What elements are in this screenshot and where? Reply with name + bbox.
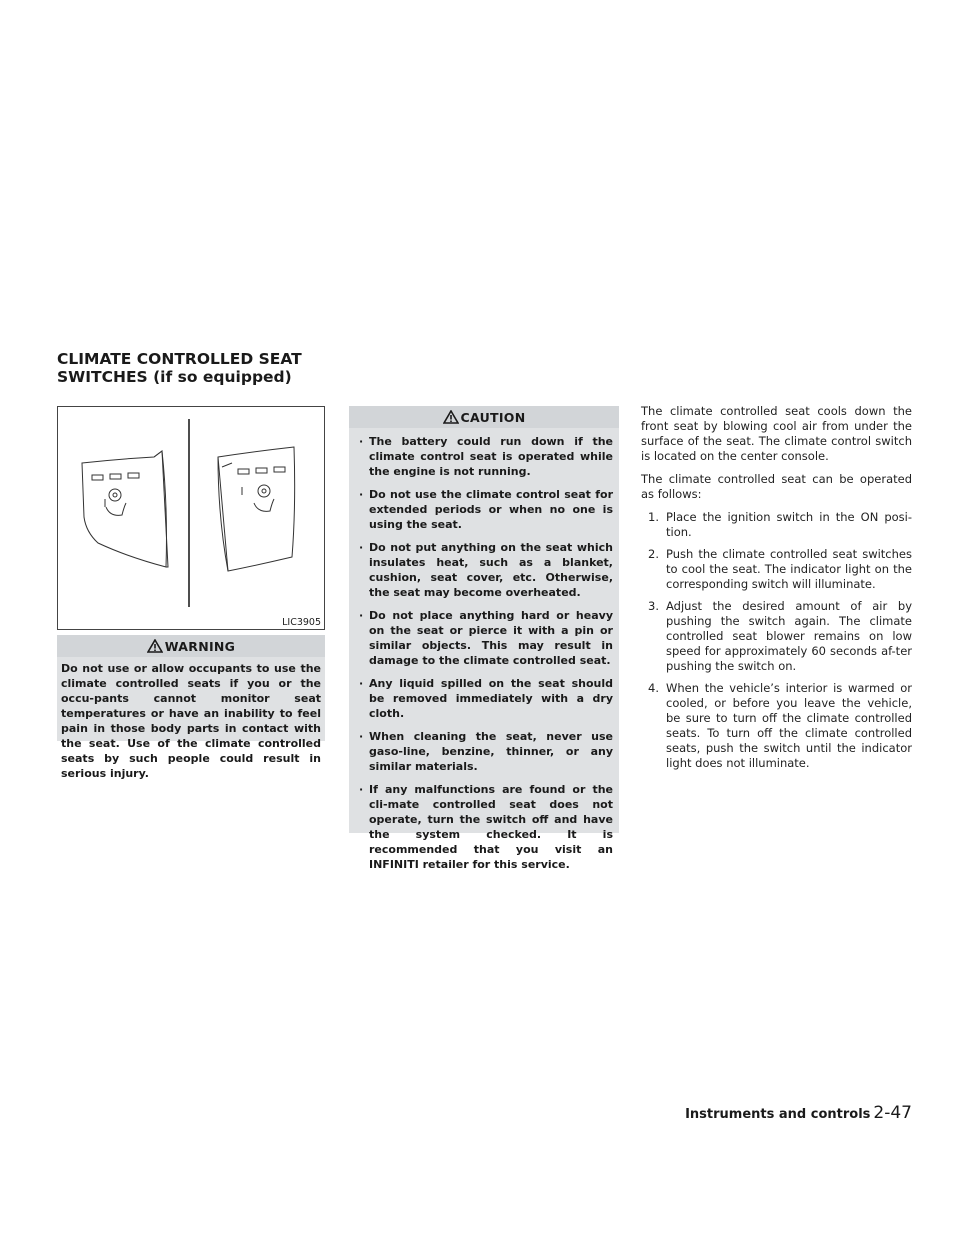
caution-item: · Do not put anything on the seat which insulates heat, such as a blanket, cushion, seat cover, etc. Otherwise, the seat may become overheated. [359, 541, 613, 599]
caution-heading [349, 406, 619, 428]
section-title-line1: CLIMATE CONTROLLED SEAT [57, 350, 302, 368]
left-switch-panel [82, 451, 168, 567]
warning-heading [57, 635, 325, 657]
page-number: 2-47 [873, 1103, 912, 1123]
section-title [57, 350, 457, 386]
step-item: 1. Place the ignition switch in the ON posi-tion. [648, 510, 912, 539]
step-item: 2. Push the climate controlled seat switches to cool the seat. The indicator light on the corresponding switch will illuminate. [648, 547, 912, 591]
body-text-column [641, 404, 912, 778]
step-item: 4. When the vehicle’s interior is warmed or cooled, or before you leave the vehicle, be sure to turn off the climate controlled seats. To turn off the climate controlled seats, push the switch until the indicator light does not illuminate. [648, 681, 912, 770]
section-title-line2: SWITCHES (if so equipped) [57, 368, 292, 386]
steps-list [641, 510, 912, 771]
caution-box [349, 406, 619, 871]
caution-item: · Do not use the climate control seat for extended periods or when no one is using the seat. [359, 488, 613, 531]
switch-drawing [58, 407, 324, 629]
caution-item: · Do not place anything hard or heavy on the seat or pierce it with a pin or similar objects. This may result in damage to the climate controlled seat. [359, 609, 613, 667]
warning-heading-text: WARNING [164, 638, 236, 654]
figure-label: LIC3905 [282, 617, 321, 628]
right-switch-panel [218, 447, 295, 571]
caution-item: · When cleaning the seat, never use gaso-line, benzine, thinner, or any similar materials. [359, 730, 613, 773]
warning-triangle-icon [147, 639, 163, 653]
warning-text: Do not use or allow occupants to use the climate controlled seats if you or the occu-pants cannot monitor seat temperatures or have an inability to feel pain in those body parts in contact with the seat. Use of the climate controlled seats by such people could result in serious injury. [61, 662, 321, 780]
caution-item: · If any malfunctions are found or the cli-mate controlled seat does not operate, turn the switch off and have the system checked. It is recommended that you visit an INFINITI retailer for this service. [359, 783, 613, 871]
operate-paragraph: The climate controlled seat can be operated as follows: [641, 472, 912, 501]
switch-illustration [57, 406, 325, 630]
caution-triangle-icon [443, 410, 459, 424]
caution-heading-text: CAUTION [460, 409, 526, 425]
chapter-name: Instruments and controls [685, 1107, 871, 1122]
caution-item: · Any liquid spilled on the seat should be removed immediately with a dry cloth. [359, 677, 613, 720]
intro-paragraph: The climate controlled seat cools down the front seat by blowing cool air from under the surface of the seat. The climate control switch is located on the center console. [641, 404, 912, 463]
page-footer [685, 1103, 912, 1123]
caution-list [349, 428, 619, 872]
caution-item: · The battery could run down if the climate control seat is operated while the engine is not running. [359, 435, 613, 478]
step-item: 3. Adjust the desired amount of air by pushing the switch again. The climate controlled seat blower remains on low speed for approximately 60 seconds af-ter pushing the switch on. [648, 599, 912, 673]
warning-box [57, 635, 325, 780]
